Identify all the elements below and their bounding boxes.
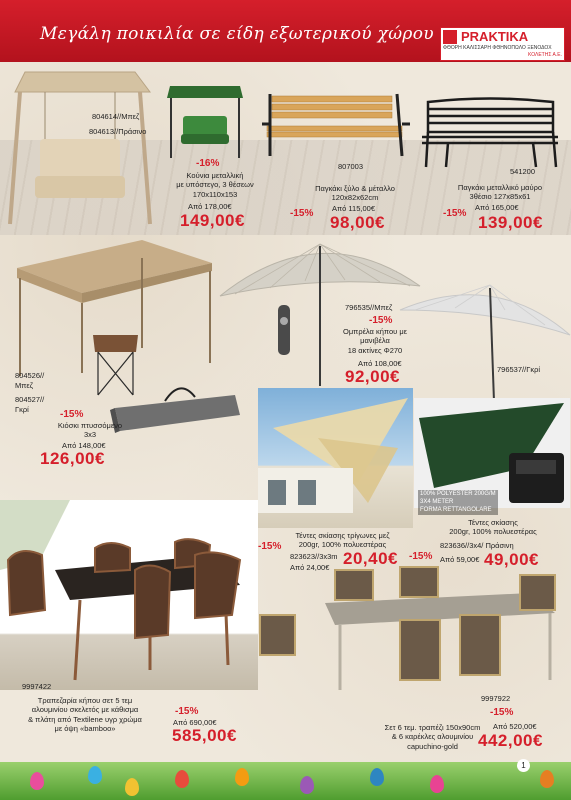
gazebo-discount: -15% bbox=[60, 409, 84, 420]
dining-capuchino-photo bbox=[255, 565, 571, 695]
wood-bench-discount: -15% bbox=[290, 208, 314, 219]
dining-capuchino-code: 9997922 bbox=[481, 694, 511, 703]
easter-egg-icon bbox=[175, 770, 189, 788]
easter-egg-icon bbox=[540, 770, 554, 788]
easter-egg-icon bbox=[30, 772, 44, 790]
wood-bench-code: 807003 bbox=[338, 162, 364, 171]
umbrella-old-price: Από 108,00€ bbox=[358, 359, 402, 368]
gazebo-codes: 804526// Μπεζ 804527// Γκρί bbox=[15, 371, 45, 415]
umbrella-description: Ομπρέλα κήπου με μανιβέλα 18 ακτίνες Φ270 bbox=[342, 327, 407, 355]
crank-handle-photo bbox=[268, 305, 298, 355]
sail-triangle-description: Τέντες σκίασης τρίγωνες μεζ 200gr, 100% πολυεστέρας bbox=[295, 531, 390, 550]
dining-capuchino-description: Σετ 6 τεμ. τραπέζι 150x90cm & 6 καρέκλες αλουμινίου capuchino-gold bbox=[384, 723, 481, 751]
swing-discount: -16% bbox=[196, 158, 220, 169]
sail-triangle-old-price: Από 24,00€ bbox=[290, 563, 330, 572]
metal-bench-old-price: Από 165,00€ bbox=[475, 203, 519, 212]
metal-bench-discount: -15% bbox=[443, 208, 467, 219]
metal-bench-description: Παγκάκι μεταλλικό μαύρο 3θέσιο 127x85x61 bbox=[457, 183, 543, 202]
sail-triangle-photo bbox=[258, 388, 413, 528]
swing-price: 149,00€ bbox=[180, 211, 245, 230]
sail-triangle-price: 20,40€ bbox=[343, 549, 398, 568]
sail-triangle-code: 823623//3x3m bbox=[290, 552, 338, 561]
sail-rect-discount: -15% bbox=[409, 551, 433, 562]
swing-photo bbox=[5, 64, 155, 229]
page-number: 1 bbox=[517, 759, 530, 772]
umbrella-code-beige: 796535//Μπεζ bbox=[345, 303, 393, 312]
gazebo-description: Κιόσκι πτυσσόμενο 3x3 bbox=[57, 421, 123, 440]
house-icon bbox=[443, 30, 457, 44]
metal-bench-price: 139,00€ bbox=[478, 213, 543, 232]
easter-egg-icon bbox=[370, 768, 384, 786]
sail-rect-code: 823636//3x4/ Πράσινη bbox=[440, 541, 514, 550]
brand-logo[interactable] bbox=[440, 27, 565, 61]
dining-bamboo-old-price: Από 690,00€ bbox=[173, 718, 217, 727]
brand-sub: ΚΟΛΕΤΗΣ Α.Ε. bbox=[528, 52, 562, 58]
swing-code-green: 804613//Πράσινο bbox=[89, 127, 147, 136]
dining-capuchino-discount: -15% bbox=[490, 707, 514, 718]
swing-green-photo bbox=[165, 80, 245, 160]
sail-rect-description: Τέντες σκίασης 200gr, 100% πολυεστέρας bbox=[449, 518, 537, 537]
brand-tagline: ΦΘΟΡΗ ΚΑΛΙΣΣΑΡΗ ΦΘΗΝΟΠΩΛΟ ΞΕΝΟΔΟΧ bbox=[443, 45, 552, 51]
wood-bench-photo bbox=[262, 86, 412, 161]
swing-description: Κούνια μεταλλική με υπόστεγο, 3 θέσεων 170x110x153 bbox=[176, 171, 254, 199]
easter-egg-icon bbox=[430, 775, 444, 793]
dining-bamboo-code: 9997422 bbox=[22, 682, 52, 691]
brand-name: PRAKTIKA bbox=[461, 29, 529, 44]
dining-bamboo-price: 585,00€ bbox=[172, 726, 237, 745]
dining-capuchino-old-price: Από 520,00€ bbox=[493, 722, 537, 731]
dining-bamboo-photo bbox=[0, 500, 258, 690]
headline: Μεγάλη ποικιλία σε είδη εξωτερικού χώρου bbox=[40, 24, 434, 44]
grass-footer bbox=[0, 762, 571, 800]
wood-bench-description: Παγκάκι ξύλο & μέταλλο 120x82x62cm bbox=[315, 184, 395, 203]
dining-bamboo-discount: -15% bbox=[175, 706, 199, 717]
umbrella-discount: -15% bbox=[369, 315, 393, 326]
sail-rect-price: 49,00€ bbox=[484, 550, 539, 569]
easter-egg-icon bbox=[88, 766, 102, 784]
umbrella-code-grey: 796537//Γκρί bbox=[497, 365, 541, 374]
gazebo-price: 126,00€ bbox=[40, 449, 105, 468]
wood-bench-price: 98,00€ bbox=[330, 213, 385, 232]
metal-bench-photo bbox=[418, 97, 563, 169]
metal-bench-code: 541200 bbox=[510, 167, 536, 176]
easter-egg-icon bbox=[300, 776, 314, 794]
easter-egg-icon bbox=[235, 768, 249, 786]
sail-rect-spec-label: 100% POLYESTER 200G/M 3X4 METER FORMA RETTANGOLARE bbox=[418, 490, 498, 515]
umbrella-price: 92,00€ bbox=[345, 367, 400, 386]
sail-triangle-discount: -15% bbox=[258, 541, 282, 552]
sail-rect-old-price: Από 59,00€ bbox=[440, 555, 480, 564]
swing-old-price: Από 178,00€ bbox=[188, 202, 232, 211]
easter-egg-icon bbox=[125, 778, 139, 796]
wood-bench-old-price: Από 115,00€ bbox=[332, 204, 375, 213]
swing-code-beige: 804614//Μπεζ bbox=[92, 112, 140, 121]
dining-capuchino-price: 442,00€ bbox=[478, 731, 543, 750]
gazebo-old-price: Από 148,00€ bbox=[62, 441, 106, 450]
dining-bamboo-description: Τραπεζαρία κήπου σετ 5 τεμ αλουμινίου σκελετός με κάθισμα & πλάτη από Textilene υγρ χρώμα με όψη «bamboo» bbox=[28, 696, 142, 734]
